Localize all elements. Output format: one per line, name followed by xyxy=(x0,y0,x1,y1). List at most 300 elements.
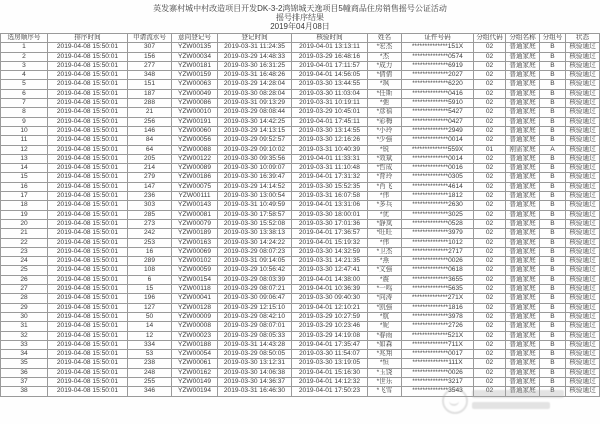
table-cell: *小玲 xyxy=(368,126,402,135)
table-cell: **************1816 xyxy=(402,303,474,312)
table-cell: 核验通过 xyxy=(566,247,600,256)
table-cell: 02 xyxy=(474,340,506,349)
table-cell: 2019-04-08 15:50:01 xyxy=(48,192,128,201)
table-cell: *一鸣 xyxy=(368,285,402,294)
table-cell: 2019-03-31 14:21:35 xyxy=(292,257,368,266)
table-cell: 核验通过 xyxy=(566,294,600,303)
table-cell: 15 xyxy=(128,285,172,294)
table-cell: 2019-03-29 10:45:01 xyxy=(292,108,368,117)
table-cell: *如森 xyxy=(368,340,402,349)
document-title: 英发寨村城中村改造项目开发DK-3-2鸿锦城天逸项目5幢商品住房销售摇号公证活动 xyxy=(153,4,447,13)
table-cell: *世乐 xyxy=(368,377,402,386)
table-cell: 02 xyxy=(474,303,506,312)
table-cell: *成力 xyxy=(368,61,402,70)
table-cell: B xyxy=(540,238,566,247)
table-cell: 2019-03-29 08:07:01 xyxy=(218,322,292,331)
table-row xyxy=(1,61,600,70)
table-cell: 2019-04-01 17:50:23 xyxy=(292,387,368,396)
table-cell: 147 xyxy=(128,182,172,191)
table-cell: 2019-03-31 16:48:26 xyxy=(218,71,292,80)
table-cell: 31 xyxy=(1,322,48,331)
table-cell: 2019-04-08 15:50:01 xyxy=(48,247,128,256)
table-cell: YZW00069 xyxy=(172,247,218,256)
table-cell: 21 xyxy=(1,229,48,238)
table-cell: 普通家庭 xyxy=(506,340,540,349)
table-cell: 4 xyxy=(1,71,48,80)
table-cell: 2019-03-30 16:39:47 xyxy=(218,173,292,182)
table-cell: *倩倩 xyxy=(368,71,402,80)
table-cell: 84 xyxy=(128,136,172,145)
table-cell: 20 xyxy=(1,219,48,228)
table-cell: YZW00056 xyxy=(172,136,218,145)
table-cell: 146 xyxy=(128,126,172,135)
lottery-results-table xyxy=(0,33,600,397)
table-row xyxy=(1,238,600,247)
table-cell: 2019-03-29 08:50:05 xyxy=(218,350,292,359)
table-cell: 核验通过 xyxy=(566,368,600,377)
table-cell: 2019-03-29 08:42:10 xyxy=(218,312,292,321)
table-cell: 2019-04-08 15:50:01 xyxy=(48,275,128,284)
table-row xyxy=(1,368,600,377)
table-cell: 2019-04-08 15:50:01 xyxy=(48,117,128,126)
column-header: 状态 xyxy=(566,34,600,43)
table-cell: 普通家庭 xyxy=(506,294,540,303)
table-cell: 33 xyxy=(1,340,48,349)
table-cell: *燕 xyxy=(368,257,402,266)
table-cell: B xyxy=(540,229,566,238)
table-cell: 普通家庭 xyxy=(506,257,540,266)
table-cell: **************6919 xyxy=(402,61,474,70)
table-cell: 2019-04-08 15:50:01 xyxy=(48,266,128,275)
table-cell: 2019-03-30 13:00:54 xyxy=(218,192,292,201)
table-cell: *多兵 xyxy=(368,201,402,210)
table-row xyxy=(1,164,600,173)
table-row xyxy=(1,229,600,238)
table-cell: 288 xyxy=(128,99,172,108)
table-cell: 普通家庭 xyxy=(506,312,540,321)
table-cell: **************0026 xyxy=(402,257,474,266)
table-row xyxy=(1,136,600,145)
table-cell: *凯强 xyxy=(368,303,402,312)
table-cell: 2019-03-30 11:54:07 xyxy=(292,350,368,359)
table-cell: **************2027 xyxy=(402,71,474,80)
table-cell: 2019-03-29 09:10:02 xyxy=(218,145,292,154)
table-cell: 2019-04-08 15:50:01 xyxy=(48,359,128,368)
table-cell: 02 xyxy=(474,182,506,191)
table-cell: 6 xyxy=(128,275,172,284)
table-cell: 2019-04-01 11:33:31 xyxy=(292,154,368,163)
table-cell: *恒 xyxy=(368,359,402,368)
table-cell: 2019-04-08 15:50:01 xyxy=(48,257,128,266)
table-cell: 2019-03-29 14:28:04 xyxy=(218,80,292,89)
table-cell: 2019-03-31 10:40:39 xyxy=(292,145,368,154)
table-cell: 53 xyxy=(128,350,172,359)
table-cell: YZW00191 xyxy=(172,117,218,126)
table-cell: 2019-04-08 15:50:01 xyxy=(48,312,128,321)
table-cell: 236 xyxy=(128,192,172,201)
table-cell: 02 xyxy=(474,387,506,396)
table-cell: **************1012 xyxy=(402,238,474,247)
table-cell: 普通家庭 xyxy=(506,359,540,368)
column-header: 选房顺序号 xyxy=(1,34,48,43)
table-cell: B xyxy=(540,182,566,191)
table-cell: 205 xyxy=(128,154,172,163)
table-cell: YZW00081 xyxy=(172,210,218,219)
table-cell: 2019-04-01 12:10:21 xyxy=(292,303,368,312)
table-cell: 2019-04-01 15:16:30 xyxy=(292,368,368,377)
column-header: 排序时间 xyxy=(48,34,128,43)
table-cell: 2019-03-30 13:19:05 xyxy=(292,359,368,368)
table-cell: 18 xyxy=(1,201,48,210)
table-cell: 156 xyxy=(128,52,172,61)
table-cell: 2019-04-08 15:50:01 xyxy=(48,229,128,238)
table-cell: **************0416 xyxy=(402,89,474,98)
table-cell: 2019-03-30 09:35:56 xyxy=(218,154,292,163)
table-cell: 187 xyxy=(128,89,172,98)
table-cell: **************5910 xyxy=(402,99,474,108)
table-row xyxy=(1,377,600,386)
table-cell: **************4614 xyxy=(402,182,474,191)
table-cell: 核验通过 xyxy=(566,275,600,284)
table-row xyxy=(1,219,600,228)
table-row xyxy=(1,340,600,349)
table-cell: 2019-03-31 16:07:58 xyxy=(292,192,368,201)
table-row xyxy=(1,303,600,312)
table-cell: 2019-04-08 15:50:01 xyxy=(48,182,128,191)
table-cell: 35 xyxy=(1,359,48,368)
table-cell: YZW00189 xyxy=(172,229,218,238)
document-subtitle: 摇号排序结果 xyxy=(276,13,324,22)
table-cell: 2019-03-29 14:14:52 xyxy=(218,182,292,191)
table-cell: 核验通过 xyxy=(566,154,600,163)
column-header: 证件号码 xyxy=(402,34,474,43)
table-cell: B xyxy=(540,294,566,303)
table-cell: 02 xyxy=(474,219,506,228)
table-cell: 12 xyxy=(1,145,48,154)
table-cell: B xyxy=(540,266,566,275)
table-cell: YZW00023 xyxy=(172,331,218,340)
table-cell: B xyxy=(540,303,566,312)
table-cell: **************0305 xyxy=(402,173,474,182)
table-row xyxy=(1,43,600,52)
table-cell: 核验通过 xyxy=(566,192,600,201)
table-cell: 37 xyxy=(1,377,48,386)
table-cell: 02 xyxy=(474,154,506,163)
table-cell: 02 xyxy=(474,359,506,368)
table-cell: YZW00089 xyxy=(172,164,218,173)
table-cell: *锐 xyxy=(368,145,402,154)
table-cell: 2019-04-01 13:31:06 xyxy=(292,201,368,210)
table-cell: 2019-03-30 14:32:59 xyxy=(292,247,368,256)
table-cell: YZW00111 xyxy=(172,192,218,201)
table-cell: 12 xyxy=(128,331,172,340)
table-cell: 348 xyxy=(128,71,172,80)
column-header: 申请流水号 xyxy=(128,34,172,43)
table-cell: *玉饶 xyxy=(368,368,402,377)
table-cell: YZW00149 xyxy=(172,377,218,386)
table-row xyxy=(1,294,600,303)
table-cell: YZW00009 xyxy=(172,312,218,321)
table-cell: 核验通过 xyxy=(566,219,600,228)
table-cell: 核验通过 xyxy=(566,61,600,70)
table-cell: 2019-03-29 10:23:46 xyxy=(292,322,368,331)
table-row xyxy=(1,192,600,201)
table-cell: 02 xyxy=(474,43,506,52)
table-cell: 核验通过 xyxy=(566,312,600,321)
table-cell: 2019-04-08 15:50:01 xyxy=(48,201,128,210)
table-cell: **************0016 xyxy=(402,164,474,173)
table-cell: 248 xyxy=(128,368,172,377)
table-cell: 普通家庭 xyxy=(506,331,540,340)
table-cell: 核验通过 xyxy=(566,89,600,98)
table-cell: B xyxy=(540,192,566,201)
table-cell: *宏杰 xyxy=(368,43,402,52)
table-cell: 196 xyxy=(128,294,172,303)
table-cell: 2019-03-30 13:38:13 xyxy=(218,229,292,238)
table-cell: 02 xyxy=(474,238,506,247)
table-cell: 普通家庭 xyxy=(506,61,540,70)
table-cell: **************0574 xyxy=(402,52,474,61)
table-row xyxy=(1,257,600,266)
table-cell: B xyxy=(540,89,566,98)
table-cell: 2019-03-29 12:15:10 xyxy=(218,303,292,312)
table-cell: YZW00060 xyxy=(172,126,218,135)
table-cell: 核验通过 xyxy=(566,387,600,396)
table-cell: 2019-03-29 08:05:33 xyxy=(218,331,292,340)
table-cell: 17 xyxy=(1,192,48,201)
table-cell: 2019-03-30 12:47:41 xyxy=(292,266,368,275)
table-cell: 核验通过 xyxy=(566,331,600,340)
table-cell: 285 xyxy=(128,210,172,219)
table-cell: 02 xyxy=(474,136,506,145)
table-cell: 普通家庭 xyxy=(506,80,540,89)
table-cell: YZW00122 xyxy=(172,154,218,163)
table-cell: 2019-04-08 15:50:01 xyxy=(48,126,128,135)
table-cell: YZW00075 xyxy=(172,182,218,191)
table-cell: B xyxy=(540,136,566,145)
table-cell: *哲成 xyxy=(368,164,402,173)
table-cell: 02 xyxy=(474,89,506,98)
table-cell: **************3543 xyxy=(402,387,474,396)
table-cell: **************1812 xyxy=(402,192,474,201)
table-cell: **************0528 xyxy=(402,219,474,228)
table-cell: **************2717 xyxy=(402,247,474,256)
table-cell: 普通家庭 xyxy=(506,238,540,247)
table-row xyxy=(1,71,600,80)
table-cell: 2019-04-08 15:50:01 xyxy=(48,52,128,61)
table-cell: B xyxy=(540,257,566,266)
table-cell: 25 xyxy=(1,266,48,275)
table-cell: *肖飞 xyxy=(368,182,402,191)
table-cell: *春雨 xyxy=(368,331,402,340)
table-row xyxy=(1,80,600,89)
table-cell: **************3978 xyxy=(402,312,474,321)
table-cell: 2019-03-30 15:52:08 xyxy=(218,219,292,228)
table-cell: 2019-03-31 11:10:48 xyxy=(292,164,368,173)
table-cell: **************151X xyxy=(402,43,474,52)
table-cell: 2019-03-31 09:14:05 xyxy=(218,257,292,266)
table-cell: 2019-04-08 15:50:01 xyxy=(48,43,128,52)
table-cell: *旺旺 xyxy=(368,229,402,238)
table-cell: 2019-03-30 14:42:25 xyxy=(218,117,292,126)
table-cell: 02 xyxy=(474,294,506,303)
table-cell: 108 xyxy=(128,266,172,275)
table-row xyxy=(1,99,600,108)
table-cell: *伟 xyxy=(368,192,402,201)
table-cell: 38 xyxy=(1,387,48,396)
table-cell: **************2630 xyxy=(402,201,474,210)
table-cell: 2019-04-08 15:50:01 xyxy=(48,71,128,80)
table-cell: 普通家庭 xyxy=(506,43,540,52)
table-cell: 2019-03-30 14:06:38 xyxy=(218,368,292,377)
table-cell: B xyxy=(540,80,566,89)
table-row xyxy=(1,266,600,275)
table-cell: 普通家庭 xyxy=(506,71,540,80)
table-cell: 普通家庭 xyxy=(506,387,540,396)
column-header: 分组代码 xyxy=(474,34,506,43)
table-cell: **************6220 xyxy=(402,80,474,89)
table-cell: *效斌 xyxy=(368,154,402,163)
column-header: 姓名 xyxy=(368,34,402,43)
table-cell: B xyxy=(540,210,566,219)
table-cell: 普通家庭 xyxy=(506,136,540,145)
table-cell: 02 xyxy=(474,192,506,201)
table-cell: 19 xyxy=(1,210,48,219)
table-row xyxy=(1,312,600,321)
table-cell: 核验通过 xyxy=(566,80,600,89)
table-cell: B xyxy=(540,312,566,321)
table-cell: B xyxy=(540,61,566,70)
table-row xyxy=(1,145,600,154)
table-cell: 27 xyxy=(1,285,48,294)
table-cell: *向涛 xyxy=(368,294,402,303)
table-cell: YZW00088 xyxy=(172,145,218,154)
table-cell: B xyxy=(540,322,566,331)
table-body xyxy=(1,43,600,396)
table-cell: 02 xyxy=(474,377,506,386)
table-cell: 50 xyxy=(128,312,172,321)
table-cell: 2019-03-29 16:48:16 xyxy=(292,52,368,61)
table-cell: B xyxy=(540,99,566,108)
table-cell: 普通家庭 xyxy=(506,154,540,163)
table-cell: 256 xyxy=(128,117,172,126)
table-cell: 2019-03-29 10:27:59 xyxy=(292,312,368,321)
table-cell: 11 xyxy=(1,136,48,145)
table-cell: B xyxy=(540,340,566,349)
table-cell: 16 xyxy=(128,247,172,256)
table-cell: 21 xyxy=(128,108,172,117)
table-cell: 2019-03-30 13:14:55 xyxy=(292,126,368,135)
table-cell: 核验通过 xyxy=(566,52,600,61)
table-cell: 02 xyxy=(474,368,506,377)
table-cell: YZW00054 xyxy=(172,350,218,359)
table-cell: 2019-03-29 08:07:23 xyxy=(218,247,292,256)
table-cell: 29 xyxy=(1,303,48,312)
table-cell: 02 xyxy=(474,117,506,126)
table-cell: 2019-04-08 15:50:01 xyxy=(48,238,128,247)
table-cell: *静岚 xyxy=(368,219,402,228)
table-cell: 273 xyxy=(128,219,172,228)
table-cell: 15 xyxy=(1,173,48,182)
table-cell: YZW00079 xyxy=(172,219,218,228)
table-cell: 普通家庭 xyxy=(506,173,540,182)
table-row xyxy=(1,173,600,182)
table-cell: 02 xyxy=(474,350,506,359)
table-row xyxy=(1,108,600,117)
table-cell: 24 xyxy=(1,257,48,266)
table-row xyxy=(1,275,600,284)
table-cell: 02 xyxy=(474,61,506,70)
table-cell: 核验通过 xyxy=(566,108,600,117)
table-cell: 277 xyxy=(128,61,172,70)
table-cell: 2019-03-29 10:56:42 xyxy=(218,266,292,275)
table-cell: 核验通过 xyxy=(566,71,600,80)
table-cell: *彩梅 xyxy=(368,117,402,126)
table-cell: 10 xyxy=(1,126,48,135)
table-cell: YZW00154 xyxy=(172,275,218,284)
table-cell: 2019-03-30 11:03:04 xyxy=(292,89,368,98)
table-cell: **************5427 xyxy=(402,108,474,117)
table-cell: **************0618 xyxy=(402,266,474,275)
table-row xyxy=(1,126,600,135)
table-cell: YZW00118 xyxy=(172,285,218,294)
table-cell: 307 xyxy=(128,43,172,52)
table-cell: 02 xyxy=(474,275,506,284)
table-cell: B xyxy=(540,164,566,173)
table-cell: 02 xyxy=(474,312,506,321)
table-cell: 02 xyxy=(474,201,506,210)
table-cell: 26 xyxy=(1,275,48,284)
table-row xyxy=(1,247,600,256)
table-cell: **************3655 xyxy=(402,275,474,284)
table-cell: 2019-04-01 13:13:11 xyxy=(292,43,368,52)
table-cell: 核验通过 xyxy=(566,201,600,210)
table-cell: 核验通过 xyxy=(566,99,600,108)
table-cell: B xyxy=(540,275,566,284)
table-cell: 2019-03-31 09:13:29 xyxy=(218,99,292,108)
table-cell: 2019-04-01 17:31:32 xyxy=(292,173,368,182)
table-cell: 02 xyxy=(474,257,506,266)
table-cell: 2019-04-08 15:50:01 xyxy=(48,285,128,294)
table-cell: 279 xyxy=(128,173,172,182)
table-cell: 02 xyxy=(474,108,506,117)
table-cell: 2019-04-08 15:50:01 xyxy=(48,219,128,228)
table-cell: YZW00010 xyxy=(172,108,218,117)
table-cell: 2019-03-31 11:24:35 xyxy=(218,43,292,52)
table-cell: 2019-04-08 15:50:01 xyxy=(48,154,128,163)
table-cell: *育玲 xyxy=(368,173,402,182)
table-cell: 02 xyxy=(474,52,506,61)
table-cell: 3 xyxy=(1,61,48,70)
table-cell: 346 xyxy=(128,387,172,396)
table-cell: *彦禧 xyxy=(368,108,402,117)
table-row xyxy=(1,210,600,219)
table-cell: 2019-03-30 10:09:07 xyxy=(218,164,292,173)
table-cell: YZW00102 xyxy=(172,257,218,266)
table-cell: 127 xyxy=(128,303,172,312)
table-cell: B xyxy=(540,43,566,52)
table-cell: 1 xyxy=(1,43,48,52)
table-cell: 普通家庭 xyxy=(506,266,540,275)
table-cell: **************3025 xyxy=(402,210,474,219)
table-cell: YZW00143 xyxy=(172,201,218,210)
table-cell: 2019-04-08 15:50:01 xyxy=(48,350,128,359)
table-cell: 334 xyxy=(128,340,172,349)
table-cell: 普通家庭 xyxy=(506,247,540,256)
table-cell: 2019-04-08 15:50:01 xyxy=(48,136,128,145)
table-cell: 普通家庭 xyxy=(506,229,540,238)
table-cell: 2019-04-01 14:38:00 xyxy=(292,275,368,284)
